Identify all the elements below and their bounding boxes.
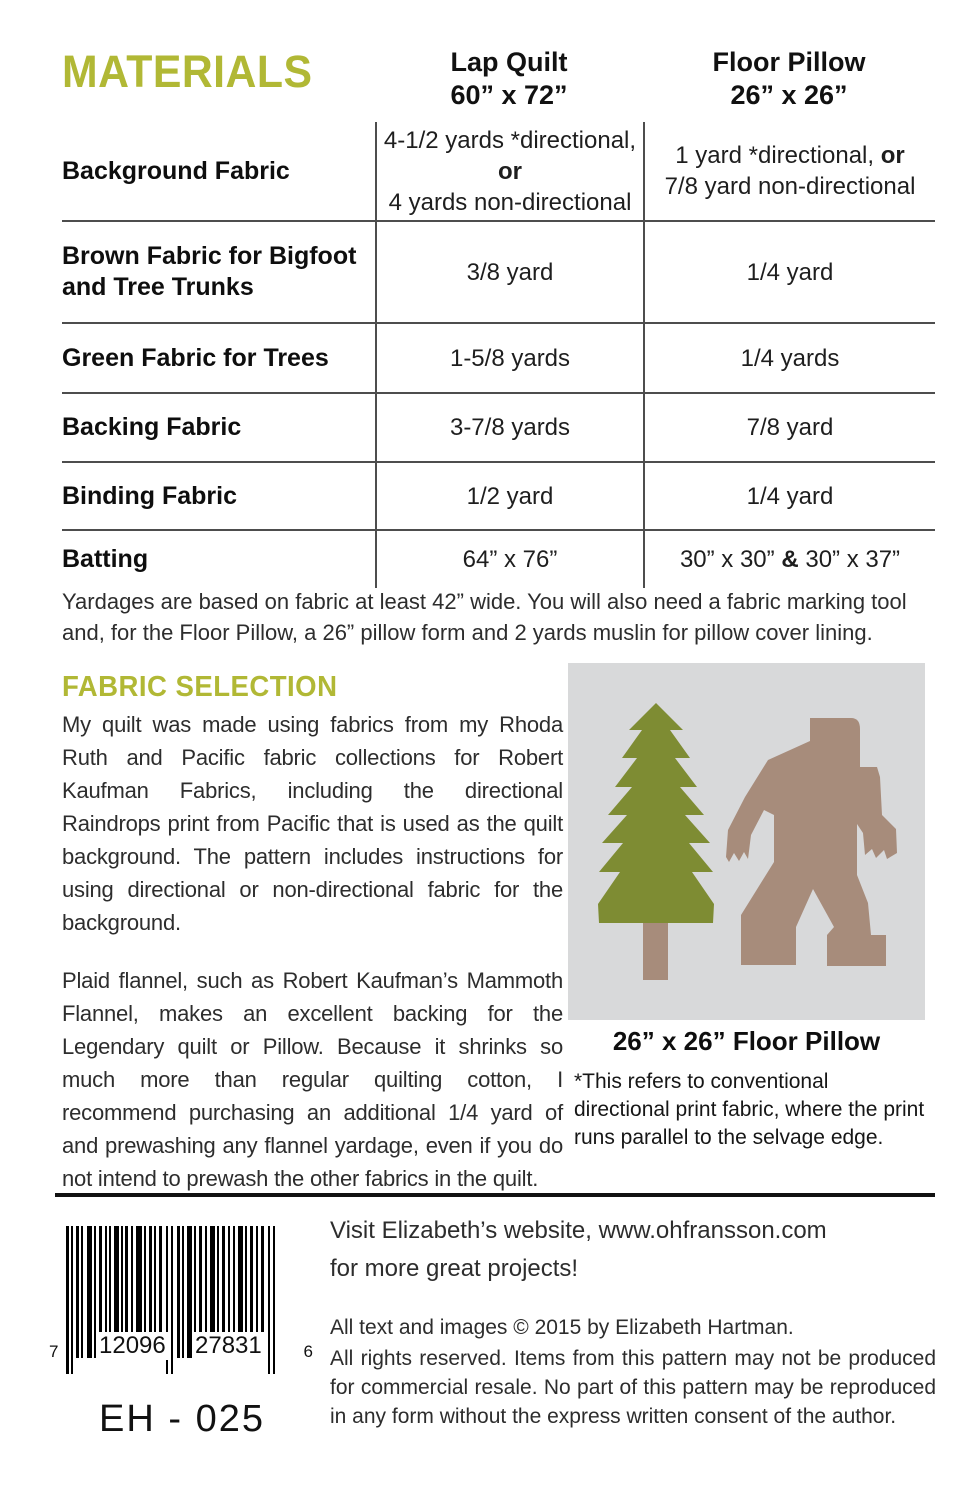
pillow-art xyxy=(568,663,925,1020)
upc-barcode xyxy=(49,1226,313,1376)
lap-quilt-value: 1/2 yard xyxy=(375,463,643,529)
lap-quilt-value: 64” x 76” xyxy=(375,531,643,588)
table-row xyxy=(62,461,935,529)
lap-quilt-value: 4-1/2 yards *directional, or 4 yards non-directional xyxy=(375,122,643,220)
floor-pillow-value: 1 yard *directional, or 7/8 yard non-directional xyxy=(643,122,935,220)
illustration-caption: 26” x 26” Floor Pillow xyxy=(612,1026,881,1056)
website-line: Visit Elizabeth’s website, www.ohfransson.com xyxy=(330,1217,827,1244)
paragraph: Plaid flannel, such as Robert Kaufman’s Mammoth Flannel, makes an excellent backing for the Legendary quilt or Pillow. Because it shrinks so much more than regular quilting cotton, I recommend purchasing an additional 1/4 yard of and prewashing any flannel yardage, even if you do not intend to prewash the other fabrics in the quilt. xyxy=(62,968,563,1191)
floor-pillow-value: 1/4 yard xyxy=(643,463,935,529)
column-header-floor-pillow: Floor Pillow 26” x 26” xyxy=(712,47,866,110)
materials-header-row xyxy=(62,46,935,112)
row-label: Binding Fabric xyxy=(62,481,237,510)
copyright-line: All text and images © 2015 by Elizabeth Hartman. xyxy=(330,1316,794,1339)
floor-pillow-value: 30” x 30” & 30” x 37” xyxy=(643,531,935,588)
footer-text-block xyxy=(330,1212,936,1431)
floor-pillow-value: 1/4 yard xyxy=(643,222,935,322)
barcode-digit-trail: 6 xyxy=(303,1342,313,1361)
floor-pillow-value: 7/8 yard xyxy=(643,394,935,461)
row-label: Brown Fabric for Bigfoot and Tree Trunks xyxy=(62,242,357,301)
yardage-note: Yardages are based on fabric at least 42” wide. You will also need a fabric marking tool and, for the Floor Pillow, a 26” pillow form and 2 yards muslin for pillow cover lining. xyxy=(62,589,907,645)
materials-title: MATERIALS xyxy=(62,46,313,97)
table-row xyxy=(62,529,935,588)
column-header-lap-quilt: Lap Quilt 60” x 72” xyxy=(450,47,568,110)
pattern-number: EH - 025 xyxy=(99,1398,265,1440)
footer-divider xyxy=(55,1193,935,1197)
floor-pillow-illustration xyxy=(568,663,925,1020)
website-line: for more great projects! xyxy=(330,1255,579,1282)
lap-quilt-value: 3-7/8 yards xyxy=(375,394,643,461)
lap-quilt-value: 3/8 yard xyxy=(375,222,643,322)
floor-pillow-value: 1/4 yards xyxy=(643,324,935,392)
table-row xyxy=(62,322,935,392)
rights-paragraph: All rights reserved. Items from this pattern may not be produced for commercial resale. No part of this pattern may be reproduced in any form without the express written consent of the author. xyxy=(330,1347,936,1428)
row-label: Batting xyxy=(62,545,149,573)
row-label: Backing Fabric xyxy=(62,413,242,441)
table-row xyxy=(62,220,935,322)
lap-quilt-value: 1-5/8 yards xyxy=(375,324,643,392)
barcode-digit-lead: 7 xyxy=(49,1342,59,1361)
table-row xyxy=(62,392,935,461)
fabric-selection-title: FABRIC SELECTION xyxy=(62,671,338,703)
directional-footnote: *This refers to conventional directional print fabric, where the print runs parallel to the selvage edge. xyxy=(574,1070,925,1149)
table-row xyxy=(62,122,935,220)
tree-illustration xyxy=(598,703,714,923)
row-label: Background Fabric xyxy=(62,156,290,185)
paragraph: My quilt was made using fabrics from my Rhoda Ruth and Pacific fabric collections for Robert Kaufman Fabrics, including the directional Raindrops print from Pacific that is used as the quilt background. The pattern includes instructions for using directional or non-directional fabric for the background. xyxy=(62,712,563,935)
bigfoot-illustration xyxy=(726,718,897,966)
fabric-selection-text xyxy=(62,708,563,1220)
materials-table xyxy=(62,122,935,588)
barcode-digits-left: 12096 xyxy=(96,1332,169,1360)
barcode-digits-right: 27831 xyxy=(192,1332,265,1360)
row-label: Green Fabric for Trees xyxy=(62,343,329,372)
